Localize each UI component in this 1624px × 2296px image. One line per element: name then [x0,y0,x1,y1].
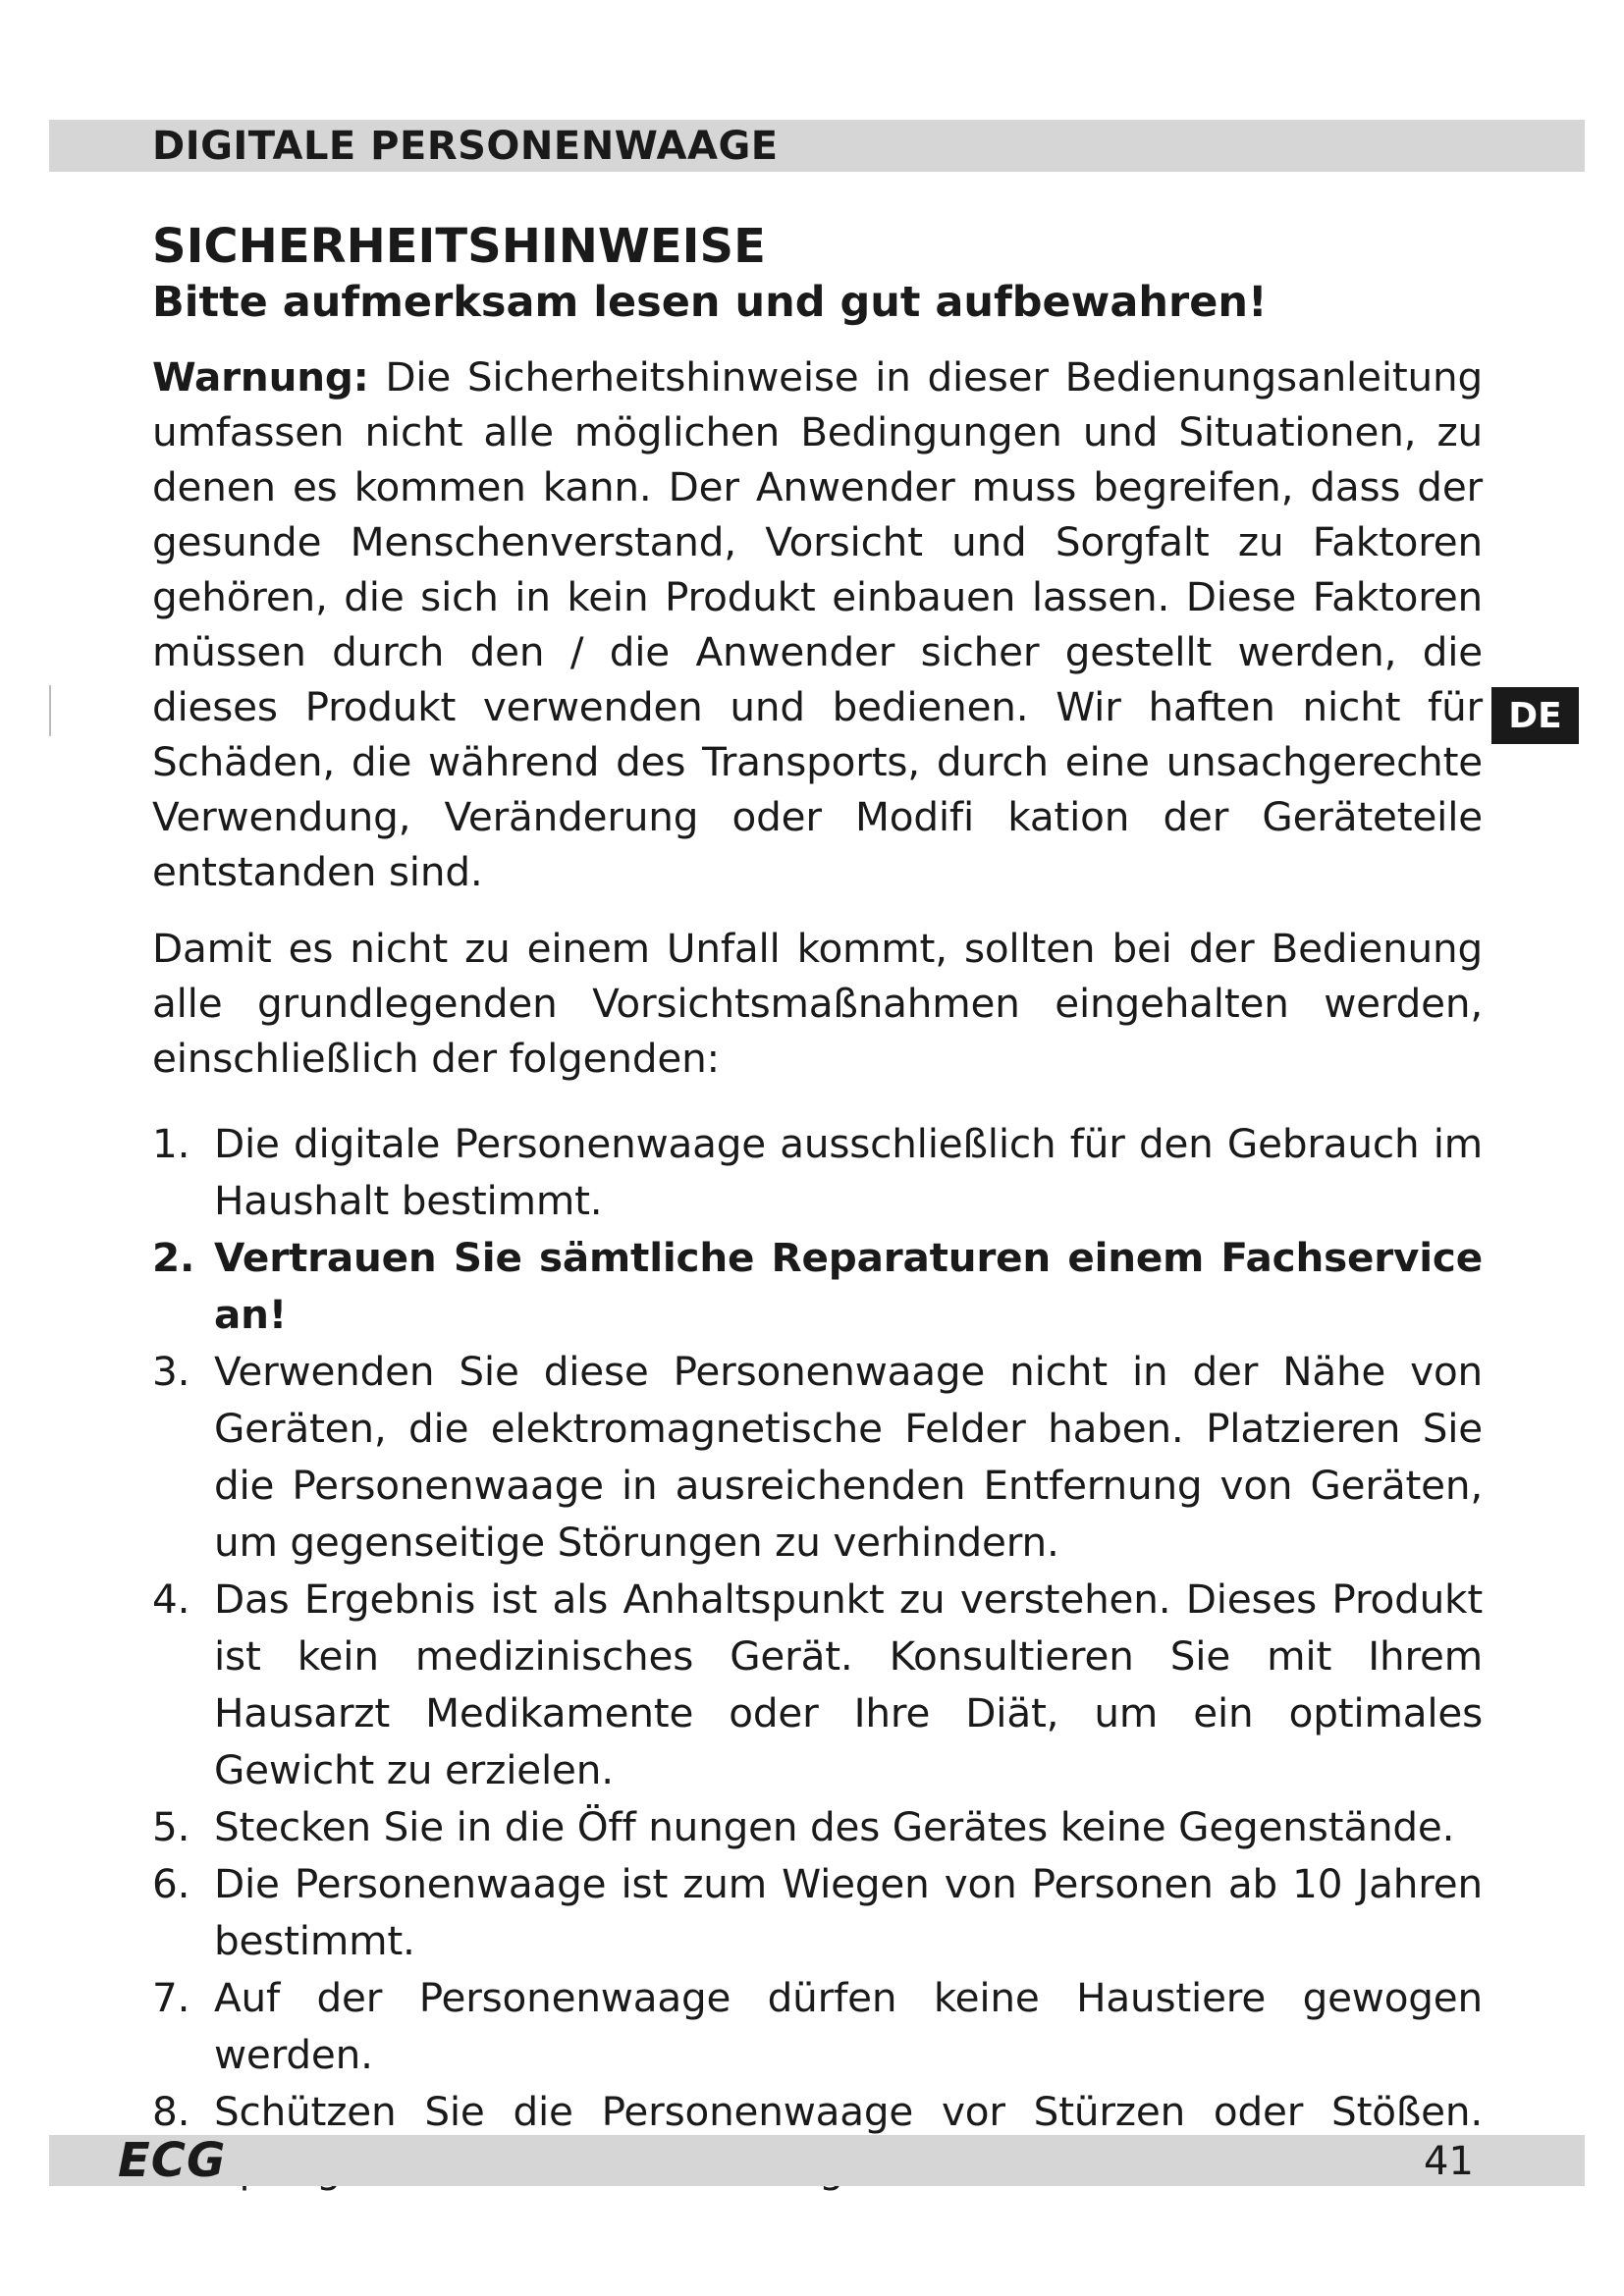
list-text: Verwenden Sie diese Personenwaage nicht in der Nähe von Geräten, die elektromagnetische Felder haben. Platzieren Sie die Personenwaage in ausreichenden Entfernung von Geräten, um gegenseitige Störungen zu verhindern. [214,1348,1483,1566]
warning-paragraph [152,349,1483,899]
list-text: Das Ergebnis ist als Anhaltspunkt zu verstehen. Dieses Produkt ist kein medizinisches Gerät. Konsultieren Sie mit Ihrem Hausarzt Medikamente oder Ihre Diät, um ein optimales Gewicht zu erzielen. [214,1575,1483,1793]
footer-bar [49,2135,1585,2186]
list-item [152,1571,1483,1798]
list-text: Stecken Sie in die Öff nungen des Gerätes keine Gegenstände. [214,1803,1455,1850]
list-item [152,1343,1483,1571]
list-number: 7. [152,1974,190,2021]
section-subtitle: Bitte aufmerksam lesen und gut aufbewahren! [152,278,1268,327]
list-number: 4. [152,1575,190,1623]
warning-lead: Warnung: [152,353,369,400]
section-title: SICHERHEITSHINWEISE [152,219,766,274]
list-number: 2. [152,1234,195,1281]
list-text: Auf der Personenwaage dürfen keine Haustiere gewogen werden. [214,1974,1483,2078]
list-item [152,1115,1483,1229]
list-number: 5. [152,1803,190,1850]
margin-mark [49,685,51,736]
list-number: 8. [152,2088,190,2135]
list-text: Schützen Sie die Personenwaage vor Stürzen oder Stößen. [214,2088,1483,2135]
list-item [152,1798,1483,1855]
warning-text: Die Sicherheitshinweise in dieser Bedienungsanleitung umfassen nicht alle möglichen Bedingungen und Situationen, zu denen es kommen kann. Der Anwender muss begreifen, dass der gesunde Menschenverstand, Vorsicht und Sorgfalt zu Faktoren gehören, die sich in kein Produkt einbauen lassen. Diese Faktoren müssen durch den / die Anwender sicher gestellt werden, die dieses Produkt verwenden und bedienen. Wir haften nicht für Schäden, die während des Transports, durch eine unsachgerechte Verwendung, Veränderung oder Modifi kation der Geräteteile entstanden sind. [152,353,1483,895]
header-bar [49,120,1585,172]
list-item [152,1855,1483,1969]
language-tab: DE [1491,687,1579,744]
list-item [152,1229,1483,1343]
list-number: 1. [152,1120,190,1167]
safety-rules-list [152,1115,1483,2197]
list-text: Vertrauen Sie sämtliche Reparaturen einem Fachservice an! [214,1234,1483,1338]
page-number: 41 [1424,2139,1474,2184]
list-number: 3. [152,1348,190,1395]
brand-logo: ECG [118,2133,227,2188]
list-text: Die digitale Personenwaage ausschließlich für den Gebrauch im Haushalt bestimmt. [214,1120,1483,1224]
main-content [152,218,1483,2197]
document-title: DIGITALE PERSONENWAAGE [152,124,779,169]
list-number: 6. [152,1860,190,1907]
list-item [152,1969,1483,2083]
intro-paragraph: Damit es nicht zu einem Unfall kommt, sollten bei der Bedienung alle grundlegenden Vorsichtsmaßnahmen eingehalten werden, einschließlich der folgenden: [152,925,1483,1082]
list-text: Die Personenwaage ist zum Wiegen von Personen ab 10 Jahren bestimmt. [214,1860,1483,1964]
